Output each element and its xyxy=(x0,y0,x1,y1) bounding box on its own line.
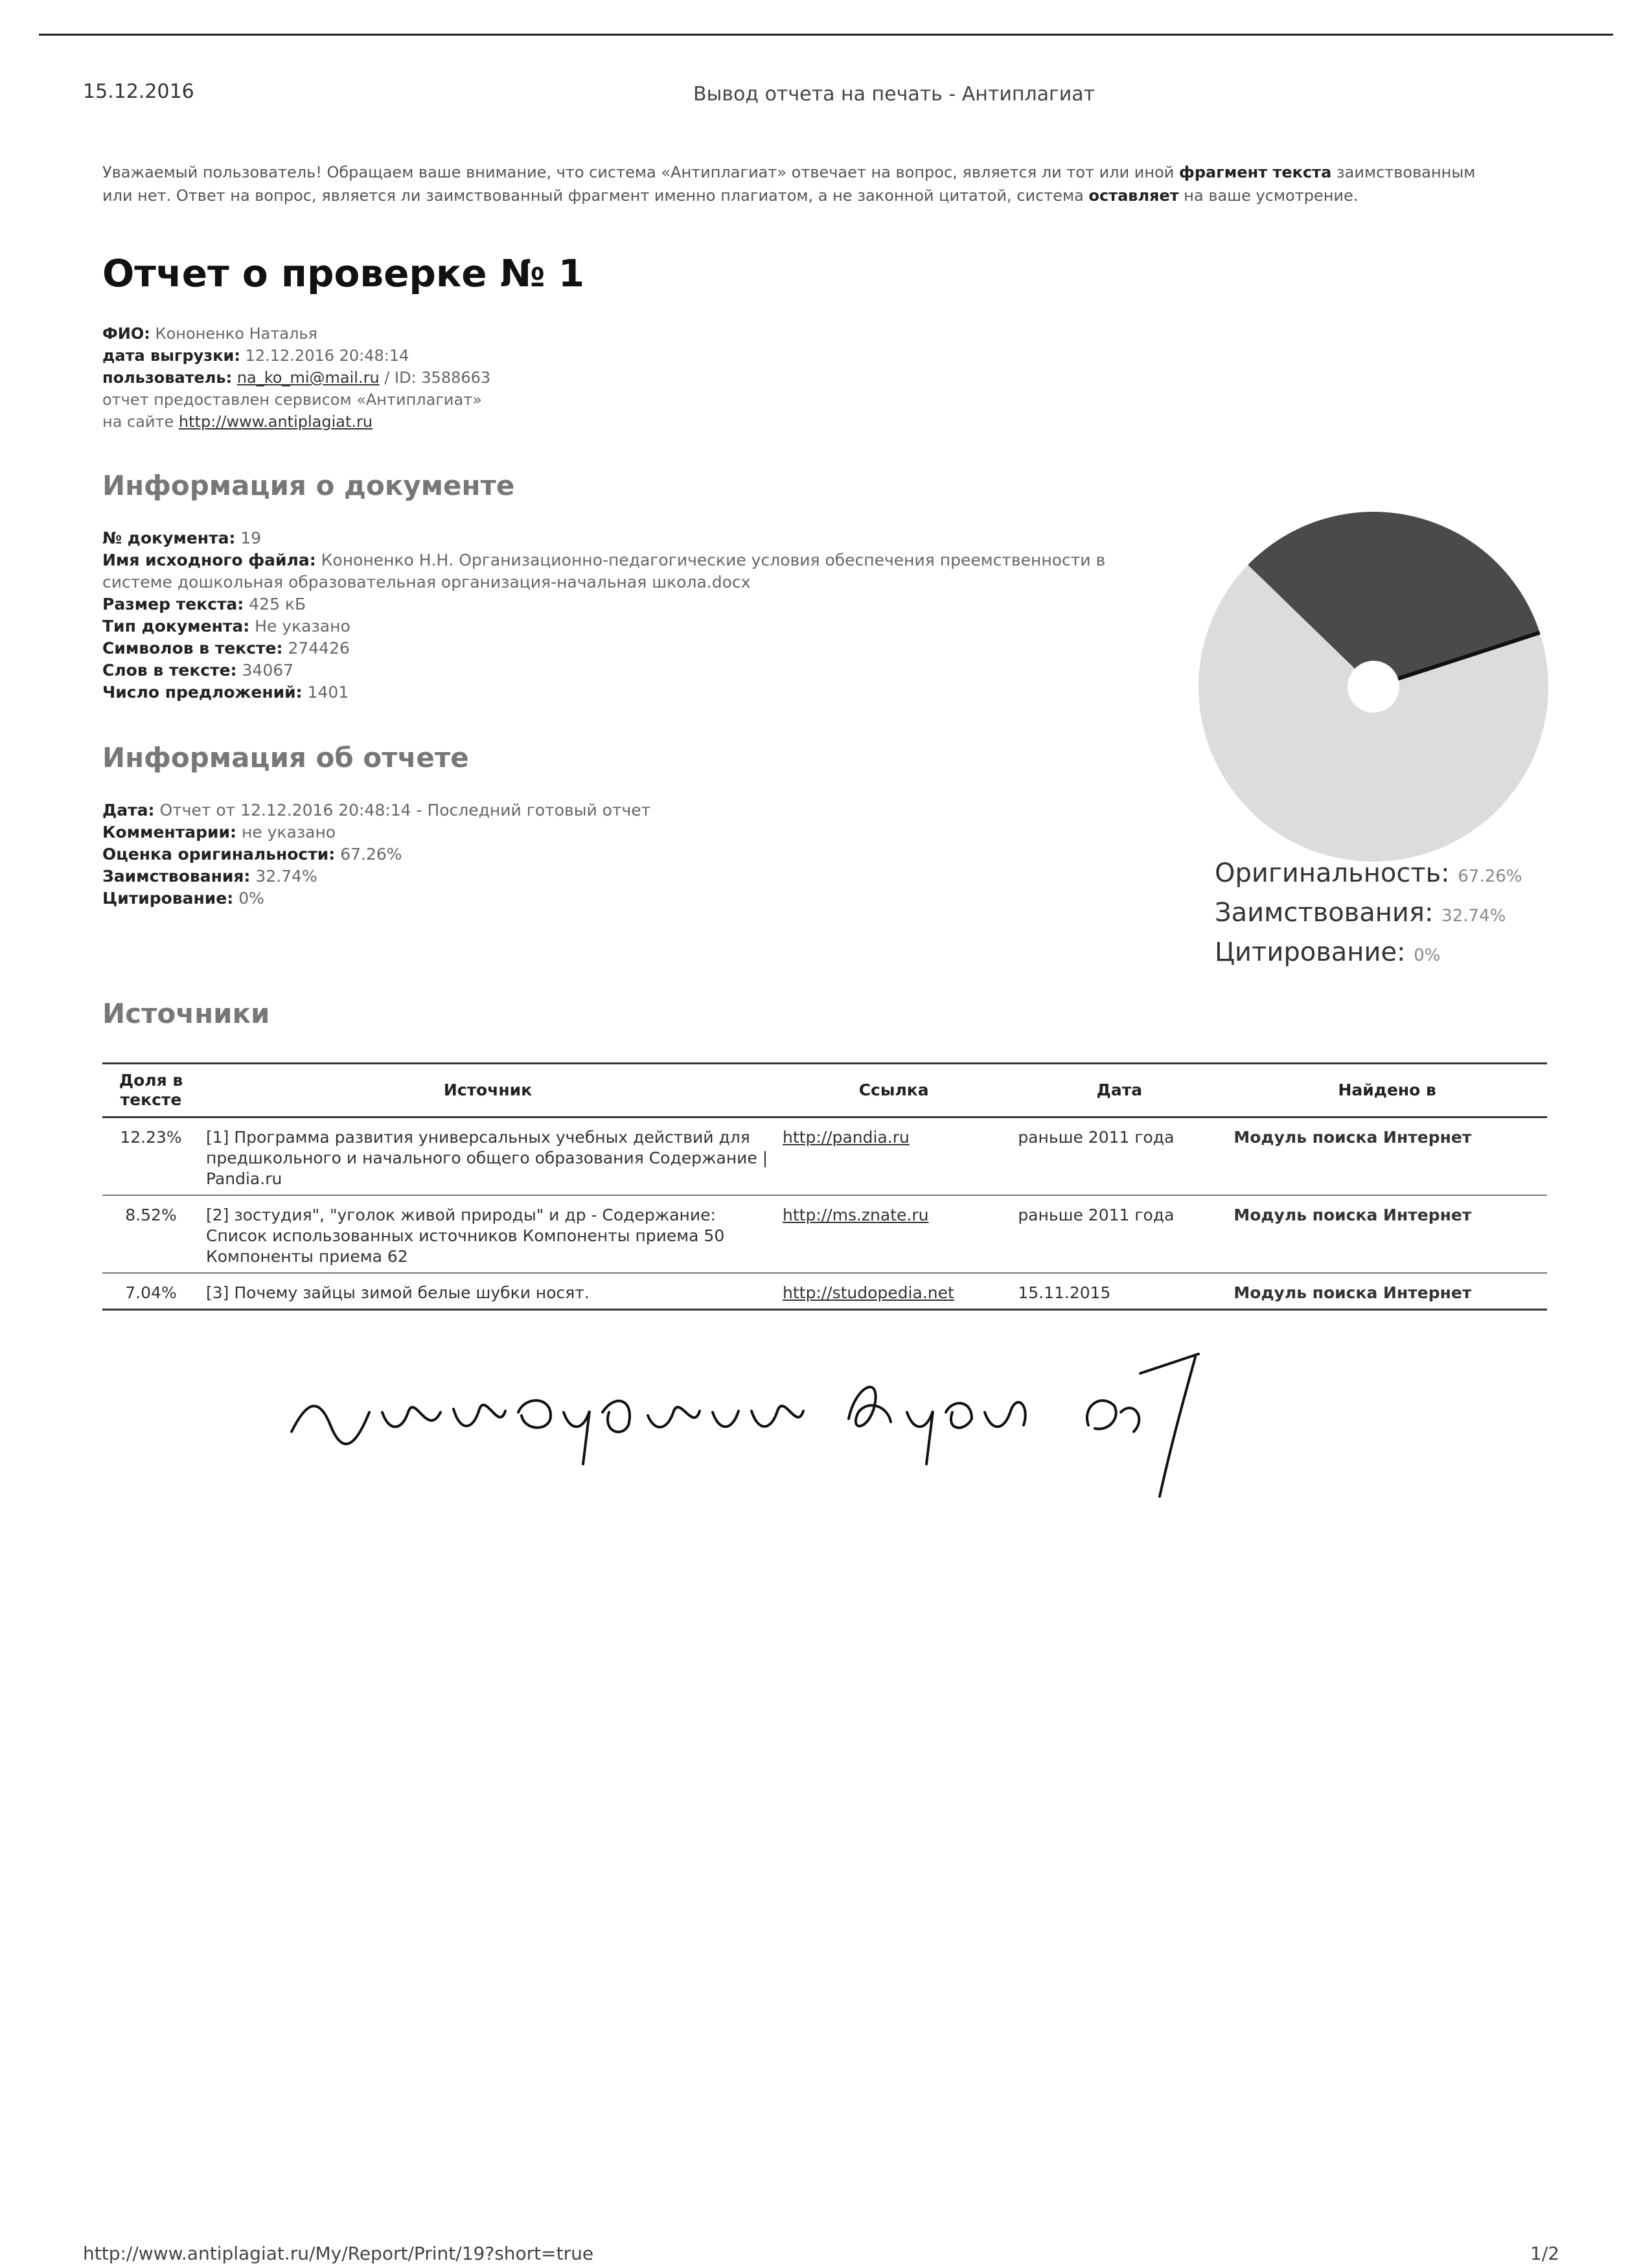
meta-user xyxy=(102,367,490,389)
source-date: 15.11.2015 xyxy=(1018,1283,1111,1302)
doc-info-row xyxy=(102,659,1165,682)
doc-info-value: 1401 xyxy=(307,683,349,702)
source-title-cell xyxy=(200,1195,776,1273)
report-info-value: 0% xyxy=(238,889,264,908)
meta-site xyxy=(102,411,490,433)
source-title-cell xyxy=(200,1117,776,1196)
source-found-in-cell xyxy=(1227,1195,1547,1273)
legend-value: 32.74% xyxy=(1441,906,1506,926)
doc-info-label: Имя исходного файла: xyxy=(102,551,316,569)
report-info-label: Оценка оригинальности: xyxy=(102,845,336,864)
report-info-label: Дата: xyxy=(102,801,155,819)
report-info-label: Заимствования: xyxy=(102,867,251,886)
source-date-cell xyxy=(1011,1117,1227,1196)
notice-text-2: заимствованным или нет. Ответ на вопрос, является ли заимствованный фрагмент именно плагиатом, а не законной цитатой, система xyxy=(102,163,1476,205)
doc-info-value: 425 кБ xyxy=(249,595,306,613)
legend-item xyxy=(1215,895,1522,934)
originality-pie-chart xyxy=(1192,505,1555,868)
meta-fio xyxy=(102,323,490,345)
meta-fio-value: Кононенко Наталья xyxy=(155,325,317,343)
meta-user-label: пользователь: xyxy=(102,369,233,387)
meta-upload-value: 12.12.2016 20:48:14 xyxy=(245,347,409,365)
source-date: раньше 2011 года xyxy=(1018,1206,1175,1224)
report-info xyxy=(102,799,1165,910)
report-info-label: Цитирование: xyxy=(102,889,234,908)
source-found-in: Модуль поиска Интернет xyxy=(1233,1128,1472,1147)
report-info-row xyxy=(102,843,1165,865)
doc-info-row xyxy=(102,637,1165,659)
source-found-in-cell xyxy=(1227,1117,1547,1196)
meta-upload xyxy=(102,345,490,367)
source-title: [3] Почему зайцы зимой белые шубки носят. xyxy=(206,1283,590,1302)
source-share: 7.04% xyxy=(125,1283,177,1302)
legend-item xyxy=(1215,855,1522,895)
source-share: 12.23% xyxy=(120,1128,182,1147)
col-date: Дата xyxy=(1011,1064,1227,1117)
source-share-cell xyxy=(102,1117,200,1196)
source-link[interactable]: http://pandia.ru xyxy=(783,1128,910,1147)
footer-url[interactable]: http://www.antiplagiat.ru/My/Report/Print/19?short=true xyxy=(83,2243,594,2264)
notice xyxy=(102,161,1508,207)
legend-value: 67.26% xyxy=(1458,867,1522,886)
source-link-cell xyxy=(776,1117,1011,1196)
report-info-label: Комментарии: xyxy=(102,823,236,842)
doc-info-label: Слов в тексте: xyxy=(102,661,237,680)
source-row xyxy=(102,1195,1547,1273)
notice-bold-2: оставляет xyxy=(1088,187,1179,205)
notice-text-1: Уважаемый пользователь! Обращаем ваше внимание, что система «Антиплагиат» отвечает на вопрос, является ли тот или иной xyxy=(102,163,1175,181)
source-link[interactable]: http://ms.znate.ru xyxy=(783,1206,929,1224)
col-source: Источник xyxy=(200,1064,776,1117)
meta-upload-label: дата выгрузки: xyxy=(102,347,240,365)
meta-site-link[interactable]: http://www.antiplagiat.ru xyxy=(178,413,373,431)
sources-header-row xyxy=(102,1064,1547,1117)
source-date-cell xyxy=(1011,1195,1227,1273)
source-date-cell xyxy=(1011,1273,1227,1310)
report-title: Отчет о проверке № 1 xyxy=(102,251,585,295)
report-info-row xyxy=(102,888,1165,910)
source-row xyxy=(102,1273,1547,1310)
doc-info-row xyxy=(102,593,1165,615)
notice-bold-1: фрагмент текста xyxy=(1179,163,1332,181)
chart-legend xyxy=(1215,855,1522,974)
source-link[interactable]: http://studopedia.net xyxy=(783,1283,954,1302)
sources-table xyxy=(102,1062,1547,1311)
report-info-row xyxy=(102,799,1165,821)
doc-info-label: Размер текста: xyxy=(102,595,244,613)
source-found-in: Модуль поиска Интернет xyxy=(1233,1283,1472,1302)
doc-info-value: 34067 xyxy=(242,661,294,680)
source-date: раньше 2011 года xyxy=(1018,1128,1175,1147)
doc-info-value: 274426 xyxy=(288,639,350,658)
meta-user-id: / ID: 3588663 xyxy=(384,369,491,387)
page-title: Вывод отчета на печать - Антиплагиат xyxy=(693,83,1096,106)
handwritten-note xyxy=(279,1334,1250,1503)
meta-provided: отчет предоставлен сервисом «Антиплагиат» xyxy=(102,391,482,409)
report-info-row xyxy=(102,865,1165,888)
legend-label: Оригинальность: xyxy=(1215,858,1450,888)
report-info-heading: Информация об отчете xyxy=(102,742,469,773)
col-link: Ссылка xyxy=(776,1064,1011,1117)
meta-user-email[interactable]: na_ko_mi@mail.ru xyxy=(236,369,380,387)
notice-text-3: на ваше усмотрение. xyxy=(1184,187,1359,205)
meta-site-prefix: на сайте xyxy=(102,413,174,431)
doc-info-label: Тип документа: xyxy=(102,617,250,636)
source-title: [1] Программа развития универсальных учебных действий для предшкольного и начального общего образования Содержание | Pandia.ru xyxy=(206,1128,768,1188)
legend-label: Заимствования: xyxy=(1215,898,1434,928)
legend-value: 0% xyxy=(1414,946,1441,965)
doc-info-label: № документа: xyxy=(102,529,236,547)
doc-info-row xyxy=(102,615,1165,637)
source-share-cell xyxy=(102,1195,200,1273)
source-found-in: Модуль поиска Интернет xyxy=(1233,1206,1472,1224)
doc-info-label: Символов в тексте: xyxy=(102,639,283,658)
doc-info-value: Кононенко Н.Н. Организационно-педагогические условия обеспечения преемственности в системе дошкольная образовательная организация-начальная школа.docx xyxy=(102,551,1106,591)
source-row xyxy=(102,1117,1547,1196)
source-link-cell xyxy=(776,1195,1011,1273)
source-share-cell xyxy=(102,1273,200,1310)
doc-info-label: Число предложений: xyxy=(102,683,303,702)
meta-fio-label: ФИО: xyxy=(102,325,150,343)
footer-page-number: 1/2 xyxy=(1530,2243,1560,2264)
report-info-row xyxy=(102,821,1165,843)
report-info-value: 67.26% xyxy=(340,845,402,864)
doc-info-value: 19 xyxy=(240,529,262,547)
doc-info xyxy=(102,527,1165,704)
report-info-value: 32.74% xyxy=(255,867,317,886)
print-date: 15.12.2016 xyxy=(83,80,194,103)
doc-info-heading: Информация о документе xyxy=(102,470,515,501)
source-link-cell xyxy=(776,1273,1011,1310)
legend-label: Цитирование: xyxy=(1215,937,1406,967)
top-rule xyxy=(39,34,1613,36)
doc-info-row xyxy=(102,527,1165,549)
col-share: Доля в тексте xyxy=(102,1064,200,1117)
report-info-value: Отчет от 12.12.2016 20:48:14 - Последний готовый отчет xyxy=(159,801,651,819)
report-info-value: не указано xyxy=(241,823,336,842)
source-share: 8.52% xyxy=(125,1206,177,1224)
legend-item xyxy=(1215,934,1522,974)
doc-info-row xyxy=(102,549,1165,593)
doc-info-row xyxy=(102,682,1165,704)
report-meta xyxy=(102,323,490,433)
source-title: [2] зостудия", "уголок живой природы" и др - Содержание: Список использованных источников Компоненты приема 50 Компоненты приема 62 xyxy=(206,1206,725,1266)
source-found-in-cell xyxy=(1227,1273,1547,1310)
source-title-cell xyxy=(200,1273,776,1310)
doc-info-value: Не указано xyxy=(255,617,350,636)
col-found: Найдено в xyxy=(1227,1064,1547,1117)
sources-heading: Источники xyxy=(102,998,270,1029)
